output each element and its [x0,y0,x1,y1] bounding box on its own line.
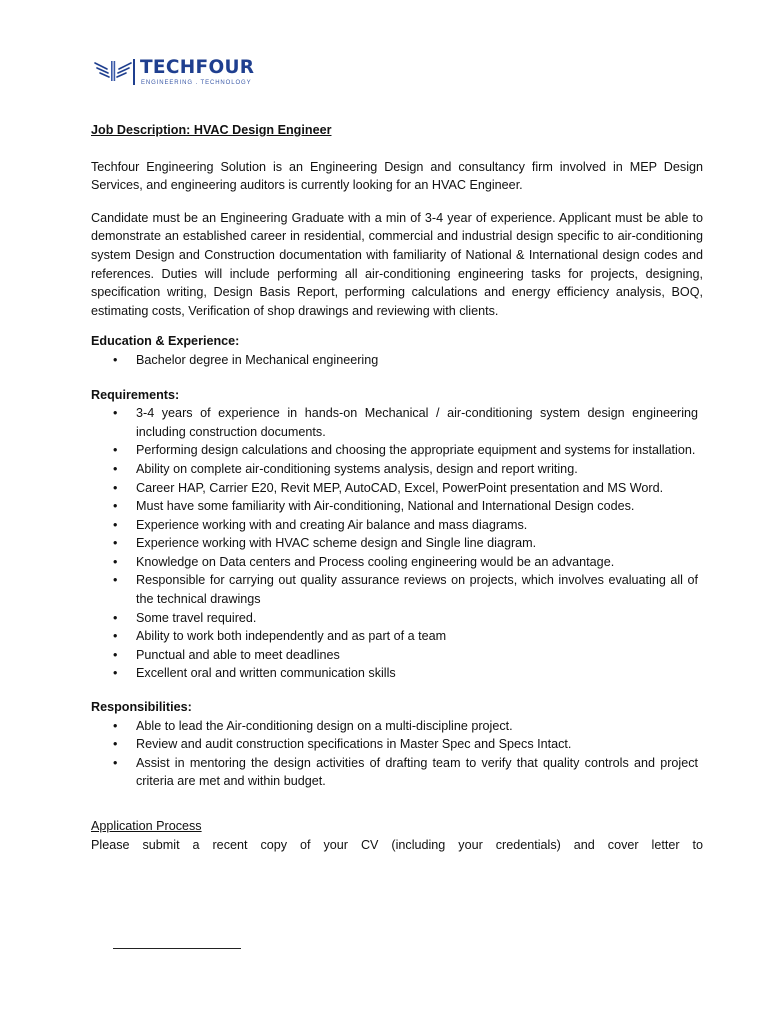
list-item [91,735,698,754]
logo-tagline: ENGINEERING . TECHNOLOGY [141,80,252,86]
bullet-icon: • [113,517,118,532]
list-item [91,534,698,553]
bullet-icon: • [113,755,118,770]
logo-mark-icon [93,56,133,86]
education-heading: Education & Experience: [91,334,240,349]
logo-name: TECHFOUR [140,57,255,78]
list-item-text: Experience working with HVAC scheme design and Single line diagram. [136,536,537,551]
bullet-icon: • [113,610,118,625]
requirements-heading: Requirements: [91,387,180,402]
list-item [91,553,698,572]
list-item [91,664,698,683]
application-heading: Application Process [91,819,202,833]
list-item-text: Experience working with and creating Air balance and mass diagrams. [136,517,528,532]
list-item [91,441,698,460]
list-item [91,460,698,479]
list-item-text: Review and audit construction specifications in Master Spec and Specs Intact. [136,737,572,752]
bullet-icon: • [113,461,118,476]
list-item-text: Must have some familiarity with Air-conditioning, National and International Design codes. [136,499,635,514]
responsibilities-list [91,717,703,791]
application-text: Please submit a recent copy of your CV (including your credentials) and cover letter to [91,837,703,852]
bullet-icon: • [113,406,118,421]
education-list [91,351,703,370]
list-item-text: Responsible for carrying out quality assurance reviews on projects, which involves evaluating all of the technical drawings [136,573,698,607]
list-item [91,646,698,665]
list-item [91,404,698,441]
logo-divider [133,59,135,85]
list-item-text: Assist in mentoring the design activities of drafting team to verify that quality controls and project criteria are met and within budget. [136,755,698,789]
list-item [91,754,698,791]
list-item-text: Ability on complete air-conditioning systems analysis, design and report writing. [136,461,578,476]
list-item [91,571,698,608]
bullet-icon: • [113,647,118,662]
document-body [91,121,703,854]
bullet-icon: • [113,666,118,681]
list-item-text: Performing design calculations and choosing the appropriate equipment and systems for installation. [136,443,696,458]
email-blank-line [113,948,241,949]
list-item-text: Some travel required. [136,610,257,625]
bullet-icon: • [113,629,118,644]
list-item [91,609,698,628]
list-item [91,627,698,646]
bullet-icon: • [113,737,118,752]
bullet-icon: • [113,718,118,733]
list-item-text: Bachelor degree in Mechanical engineering [136,352,379,367]
list-item-text: Excellent oral and written communication skills [136,666,396,681]
requirements-list [91,404,703,683]
intro-paragraph: Techfour Engineering Solution is an Engineering Design and consultancy firm involved in MEP Design Services, and engineering auditors is currently looking for an HVAC Engineer. [91,159,703,193]
bullet-icon: • [113,443,118,458]
document-title: Job Description: HVAC Design Engineer [91,123,332,137]
bullet-icon: • [113,499,118,514]
candidate-paragraph: Candidate must be an Engineering Graduate with a min of 3-4 year of experience. Applicant must be able to demonstrate an established career in residential, commercial and industrial design specific to air-conditioning system Design and Construction documentation with familiarity of National & International design codes and references. Duties will include performing all air-conditioning engineering tasks for projects, designing, specification writing, Design Basis Report, performing calculations and energy efficiency analysis, BOQ, estimating costs, Verification of shop drawings and reviewing with clients. [91,210,703,318]
list-item [91,497,698,516]
list-item-text: Punctual and able to meet deadlines [136,647,340,662]
list-item-text: Ability to work both independently and as part of a team [136,629,447,644]
list-item-text: Knowledge on Data centers and Process cooling engineering would be an advantage. [136,554,615,569]
list-item-text: Career HAP, Carrier E20, Revit MEP, AutoCAD, Excel, PowerPoint presentation and MS Word. [136,480,664,495]
list-item-text: Able to lead the Air-conditioning design on a multi-discipline project. [136,718,513,733]
bullet-icon: • [113,573,118,588]
bullet-icon: • [113,554,118,569]
bullet-icon: • [113,536,118,551]
bullet-icon: • [113,480,118,495]
list-item [91,717,698,736]
list-item [91,516,698,535]
list-item [91,351,698,370]
list-item [91,479,698,498]
list-item-text: 3-4 years of experience in hands-on Mechanical / air-conditioning system design engineering including construction documents. [136,406,698,439]
responsibilities-heading: Responsibilities: [91,700,192,715]
bullet-icon: • [113,352,118,367]
